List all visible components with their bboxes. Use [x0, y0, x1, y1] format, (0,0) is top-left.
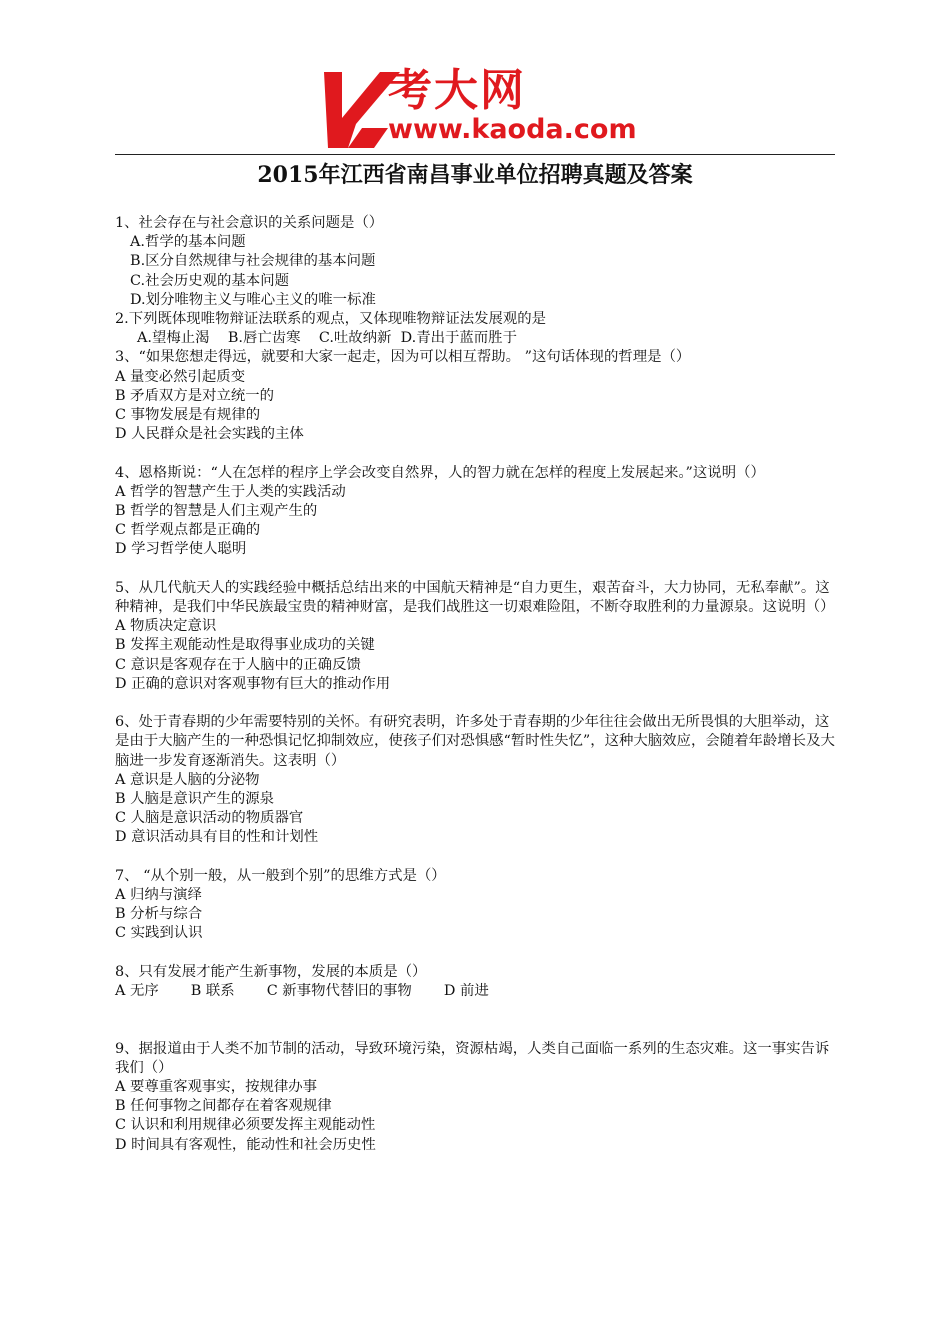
option-a: A 哲学的智慧产生于人类的实践活动 — [115, 483, 346, 500]
kaoda-logo[interactable] — [318, 62, 648, 152]
question-8 — [115, 963, 837, 1001]
question-5 — [115, 579, 837, 694]
page-title: 2015年江西省南昌事业单位招聘真题及答案 — [257, 162, 693, 188]
logo-brand-text: 考大网 — [388, 65, 526, 116]
option-b: B 矛盾双方是对立统一的 — [115, 387, 275, 404]
question-4 — [115, 464, 837, 560]
question-stem: 9、据报道由于人类不加节制的活动，导致环境污染，资源枯竭，人类自己面临一系列的生态灾难。这一事实告诉我们（） — [115, 1040, 830, 1076]
question-stem: 7、 “从个别一般，从一般到个别”的思维方式是（） — [115, 867, 446, 884]
question-1 — [115, 214, 837, 310]
option-b: B 哲学的智慧是人们主观产生的 — [115, 503, 318, 520]
question-stem: 3、“如果您想走得远，就要和大家一起走，因为可以相互帮助。 ”这句话体现的哲理是（） — [115, 349, 691, 366]
option-a: A 物质决定意识 — [115, 618, 217, 635]
option-a: A 归纳与演绎 — [115, 887, 202, 904]
options-inline: A 无序 B 联系 C 新事物代替旧的事物 D 前进 — [115, 983, 489, 1000]
option-c: C.社会历史观的基本问题 — [130, 272, 289, 289]
question-2 — [115, 310, 837, 348]
option-d: D 学习哲学使人聪明 — [115, 541, 247, 558]
header-divider — [115, 154, 835, 155]
question-stem: 4、恩格斯说：“人在怎样的程序上学会改变自然界，人的智力就在怎样的程度上发展起来。”这说明（） — [115, 464, 765, 481]
question-6 — [115, 713, 837, 847]
question-stem: 1、社会存在与社会意识的关系问题是（） — [115, 215, 384, 231]
option-b: B 任何事物之间都存在着客观规律 — [115, 1098, 332, 1115]
question-list — [115, 214, 837, 1155]
blank-line — [115, 1001, 837, 1020]
options-inline: A.望梅止渴 B.唇亡齿寒 C.吐故纳新 D.青出于蓝而胜于 — [137, 330, 517, 347]
question-stem: 2.下列既体现唯物辩证法联系的观点，又体现唯物辩证法发展观的是 — [115, 311, 547, 328]
option-a: A 要尊重客观事实，按规律办事 — [115, 1079, 318, 1096]
option-a: A 量变必然引起质变 — [115, 368, 246, 385]
option-a: A.哲学的基本问题 — [130, 234, 246, 251]
option-b: B 发挥主观能动性是取得事业成功的关键 — [115, 637, 375, 654]
option-d: D 人民群众是社会实践的主体 — [115, 426, 304, 443]
option-c: C 实践到认识 — [115, 925, 203, 942]
question-7 — [115, 867, 837, 944]
option-d: D 时间具有客观性，能动性和社会历史性 — [115, 1136, 376, 1153]
option-b: B 人脑是意识产生的源泉 — [115, 791, 275, 808]
question-stem: 6、处于青春期的少年需要特别的关怀。有研究表明，许多处于青春期的少年往往会做出无所畏惧的大胆举动，这是由于大脑产生的一种恐惧记忆抑制效应，使孩子们对恐惧感“暂时性失忆”，这种大脑效应，会随着年龄增长及大脑进一步发育逐渐消失。这表明（） — [115, 714, 835, 769]
option-d: D 正确的意识对客观事物有巨大的推动作用 — [115, 675, 391, 692]
option-d: D.划分唯物主义与唯心主义的唯一标准 — [130, 291, 376, 308]
option-a: A 意识是人脑的分泌物 — [115, 771, 260, 788]
option-b: B 分析与综合 — [115, 906, 203, 923]
option-c: C 事物发展是有规律的 — [115, 407, 261, 424]
option-c: C 哲学观点都是正确的 — [115, 522, 261, 539]
option-c: C 意识是客观存在于人脑中的正确反馈 — [115, 656, 361, 673]
question-stem: 5、从几代航天人的实践经验中概括总结出来的中国航天精神是“自力更生，艰苦奋斗，大力协同，无私奉献”。这种精神，是我们中华民族最宝贵的精神财富，是我们战胜这一切艰难险阻，不断夺取胜利的力量源泉。这说明（） — [115, 579, 835, 616]
question-3 — [115, 348, 837, 444]
logo-url-text: www.kaoda.com — [388, 114, 637, 145]
question-9 — [115, 1040, 837, 1155]
option-c: C 人脑是意识活动的物质器官 — [115, 810, 304, 827]
option-c: C 认识和利用规律必须要发挥主观能动性 — [115, 1117, 376, 1134]
option-b: B.区分自然规律与社会规律的基本问题 — [130, 253, 376, 270]
option-d: D 意识活动具有目的性和计划性 — [115, 829, 319, 846]
question-stem: 8、只有发展才能产生新事物，发展的本质是（） — [115, 963, 427, 980]
